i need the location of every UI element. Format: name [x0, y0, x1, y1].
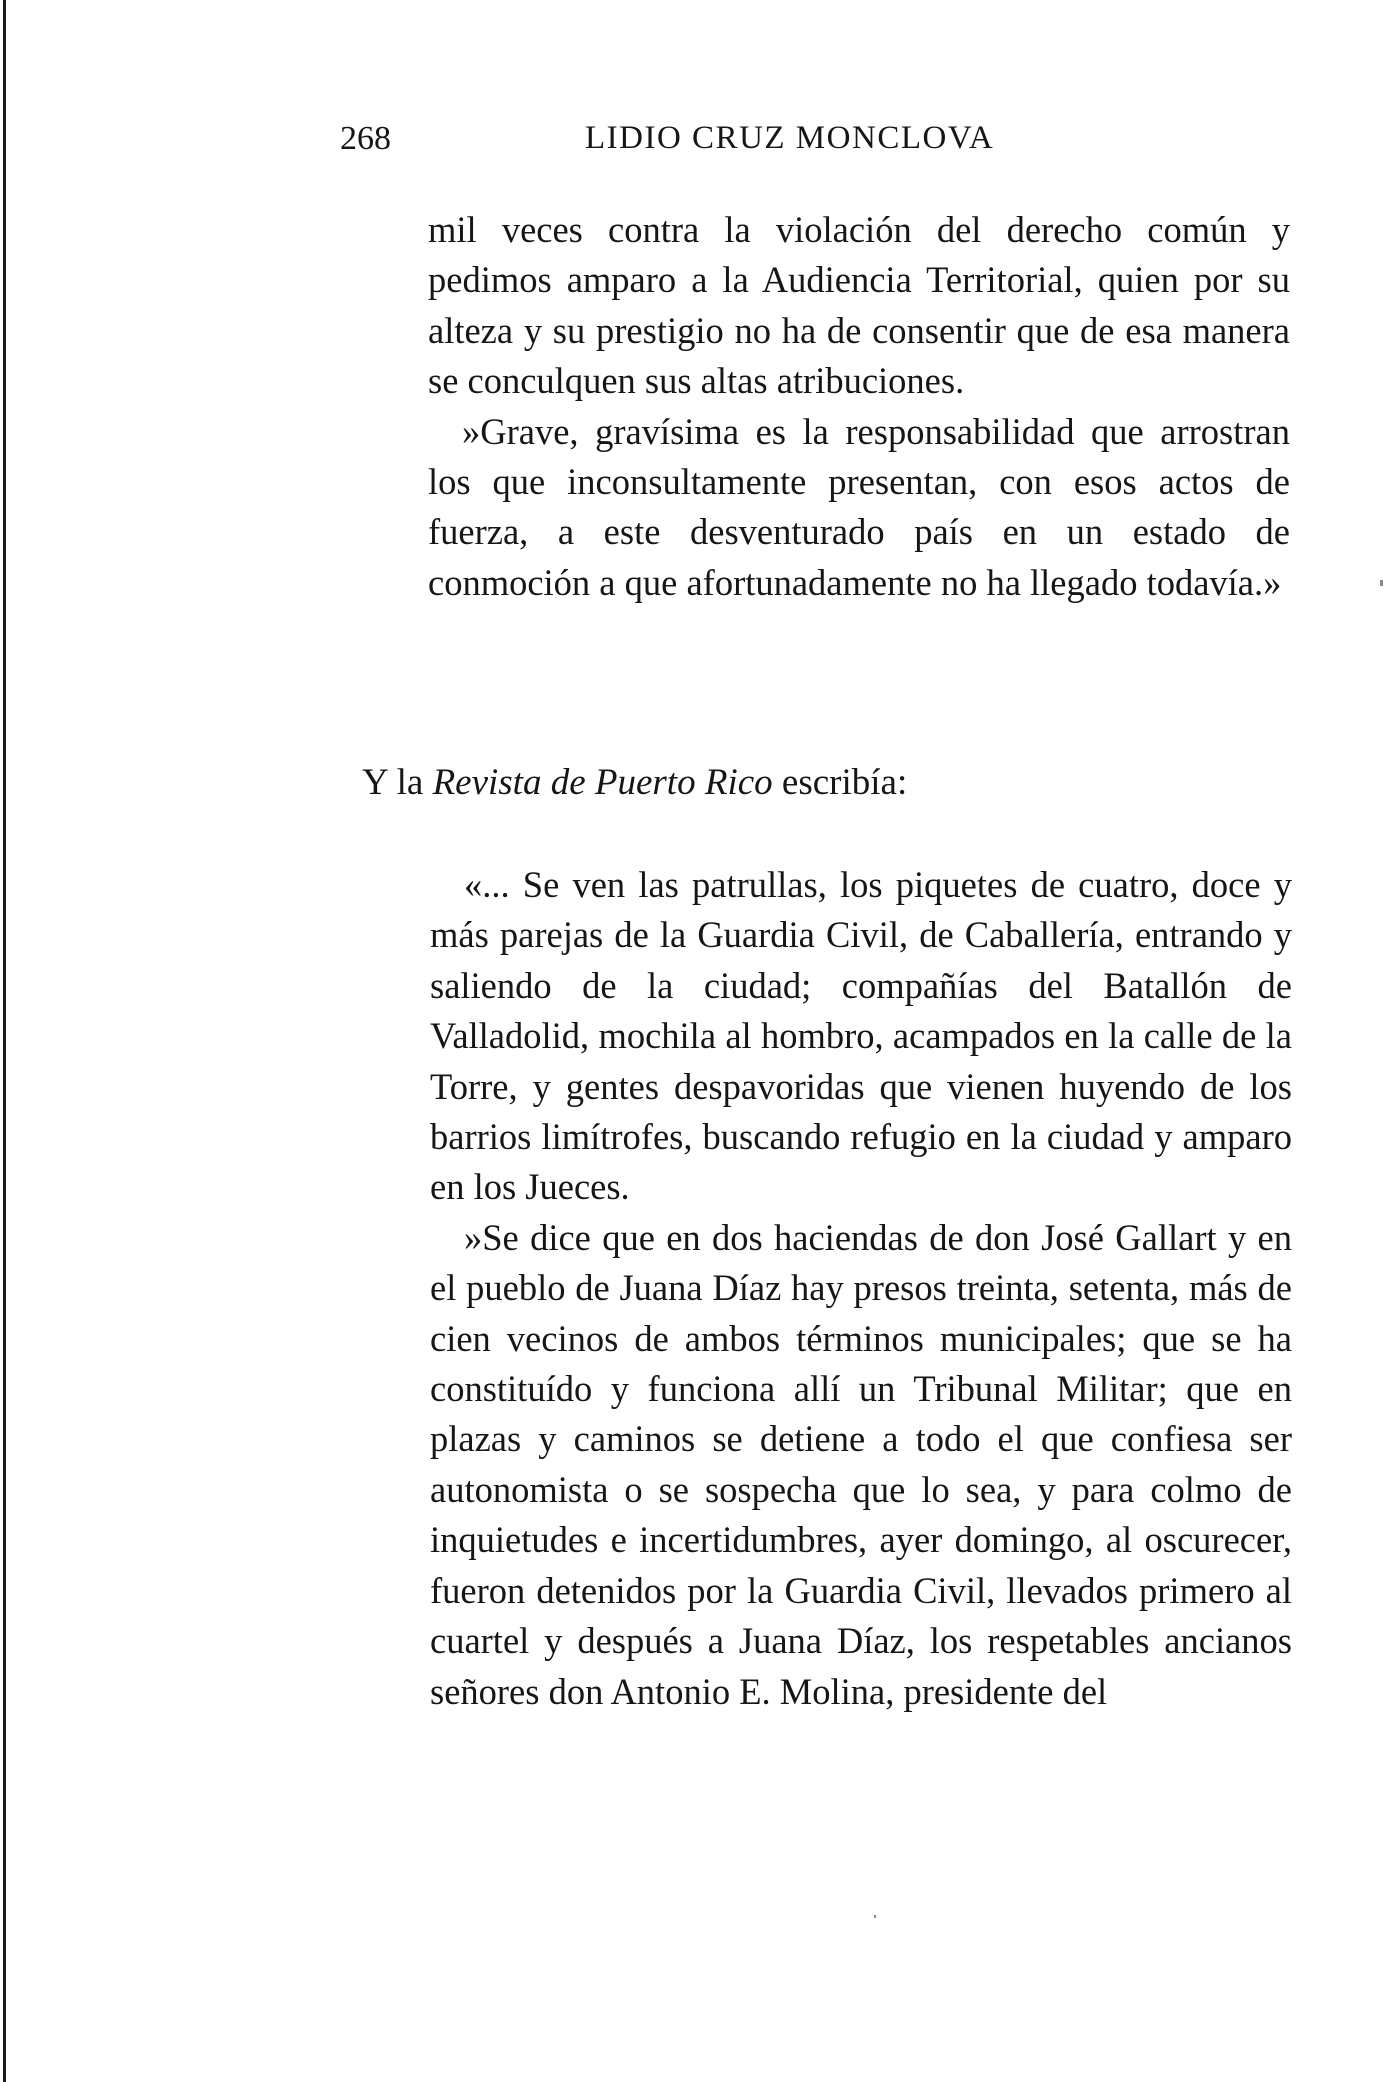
page-header: [0, 120, 1390, 170]
page-edge-rule: [3, 0, 6, 2082]
page-number: 268: [340, 120, 391, 157]
intro-text-before: Y la: [362, 762, 433, 803]
scan-speck: [1380, 580, 1383, 586]
quotation-block-2: [430, 860, 1292, 1717]
intro-sentence: [362, 758, 907, 808]
periodical-title: Revista de Puerto Rico: [432, 762, 773, 803]
running-head: LIDIO CRUZ MONCLOVA: [585, 120, 995, 156]
scan-speck: [874, 1915, 876, 1918]
paragraph: »Grave, gravísima es la responsabilidad que arrostran los que inconsultamente presentan, con esos actos de fuerza, a este desventurado país en un estado de conmoción a que afortunadamente no ha llegado todavía.»: [428, 410, 1290, 603]
paragraph: «... Se ven las patrullas, los piquetes de cuatro, doce y más parejas de la Guardia Civil, de Caballería, entrando y saliendo de la ciudad; compañías del Batallón de Valladolid, mochila al hombro, acampados en la calle de la Torre, y gentes despavoridas que vienen huyendo de los barrios limítrofes, buscando refugio en la ciudad y amparo en los Jueces.: [430, 864, 1292, 1208]
paragraph: mil veces contra la violación del derecho común y pedimos amparo a la Audiencia Territorial, quien por su alteza y su prestigio no ha de consentir que de esa manera se conculquen sus altas atribuciones.: [428, 209, 1290, 402]
quotation-block-1: [428, 205, 1290, 608]
paragraph: »Se dice que en dos haciendas de don José Gallart y en el pueblo de Juana Díaz hay presos treinta, setenta, más de cien vecinos de ambos términos municipales; que se ha constituído y funciona allí un Tribunal Militar; que en plazas y caminos se detiene a todo el que confiesa ser autonomista o se sospecha que lo sea, y para colmo de inquietudes e incertidumbres, ayer domingo, al oscurecer, fueron detenidos por la Guardia Civil, llevados primero al cuartel y después a Juana Díaz, los respetables ancianos señores don Antonio E. Molina, presidente del: [430, 1216, 1292, 1712]
intro-text-after: escribía:: [772, 762, 908, 803]
